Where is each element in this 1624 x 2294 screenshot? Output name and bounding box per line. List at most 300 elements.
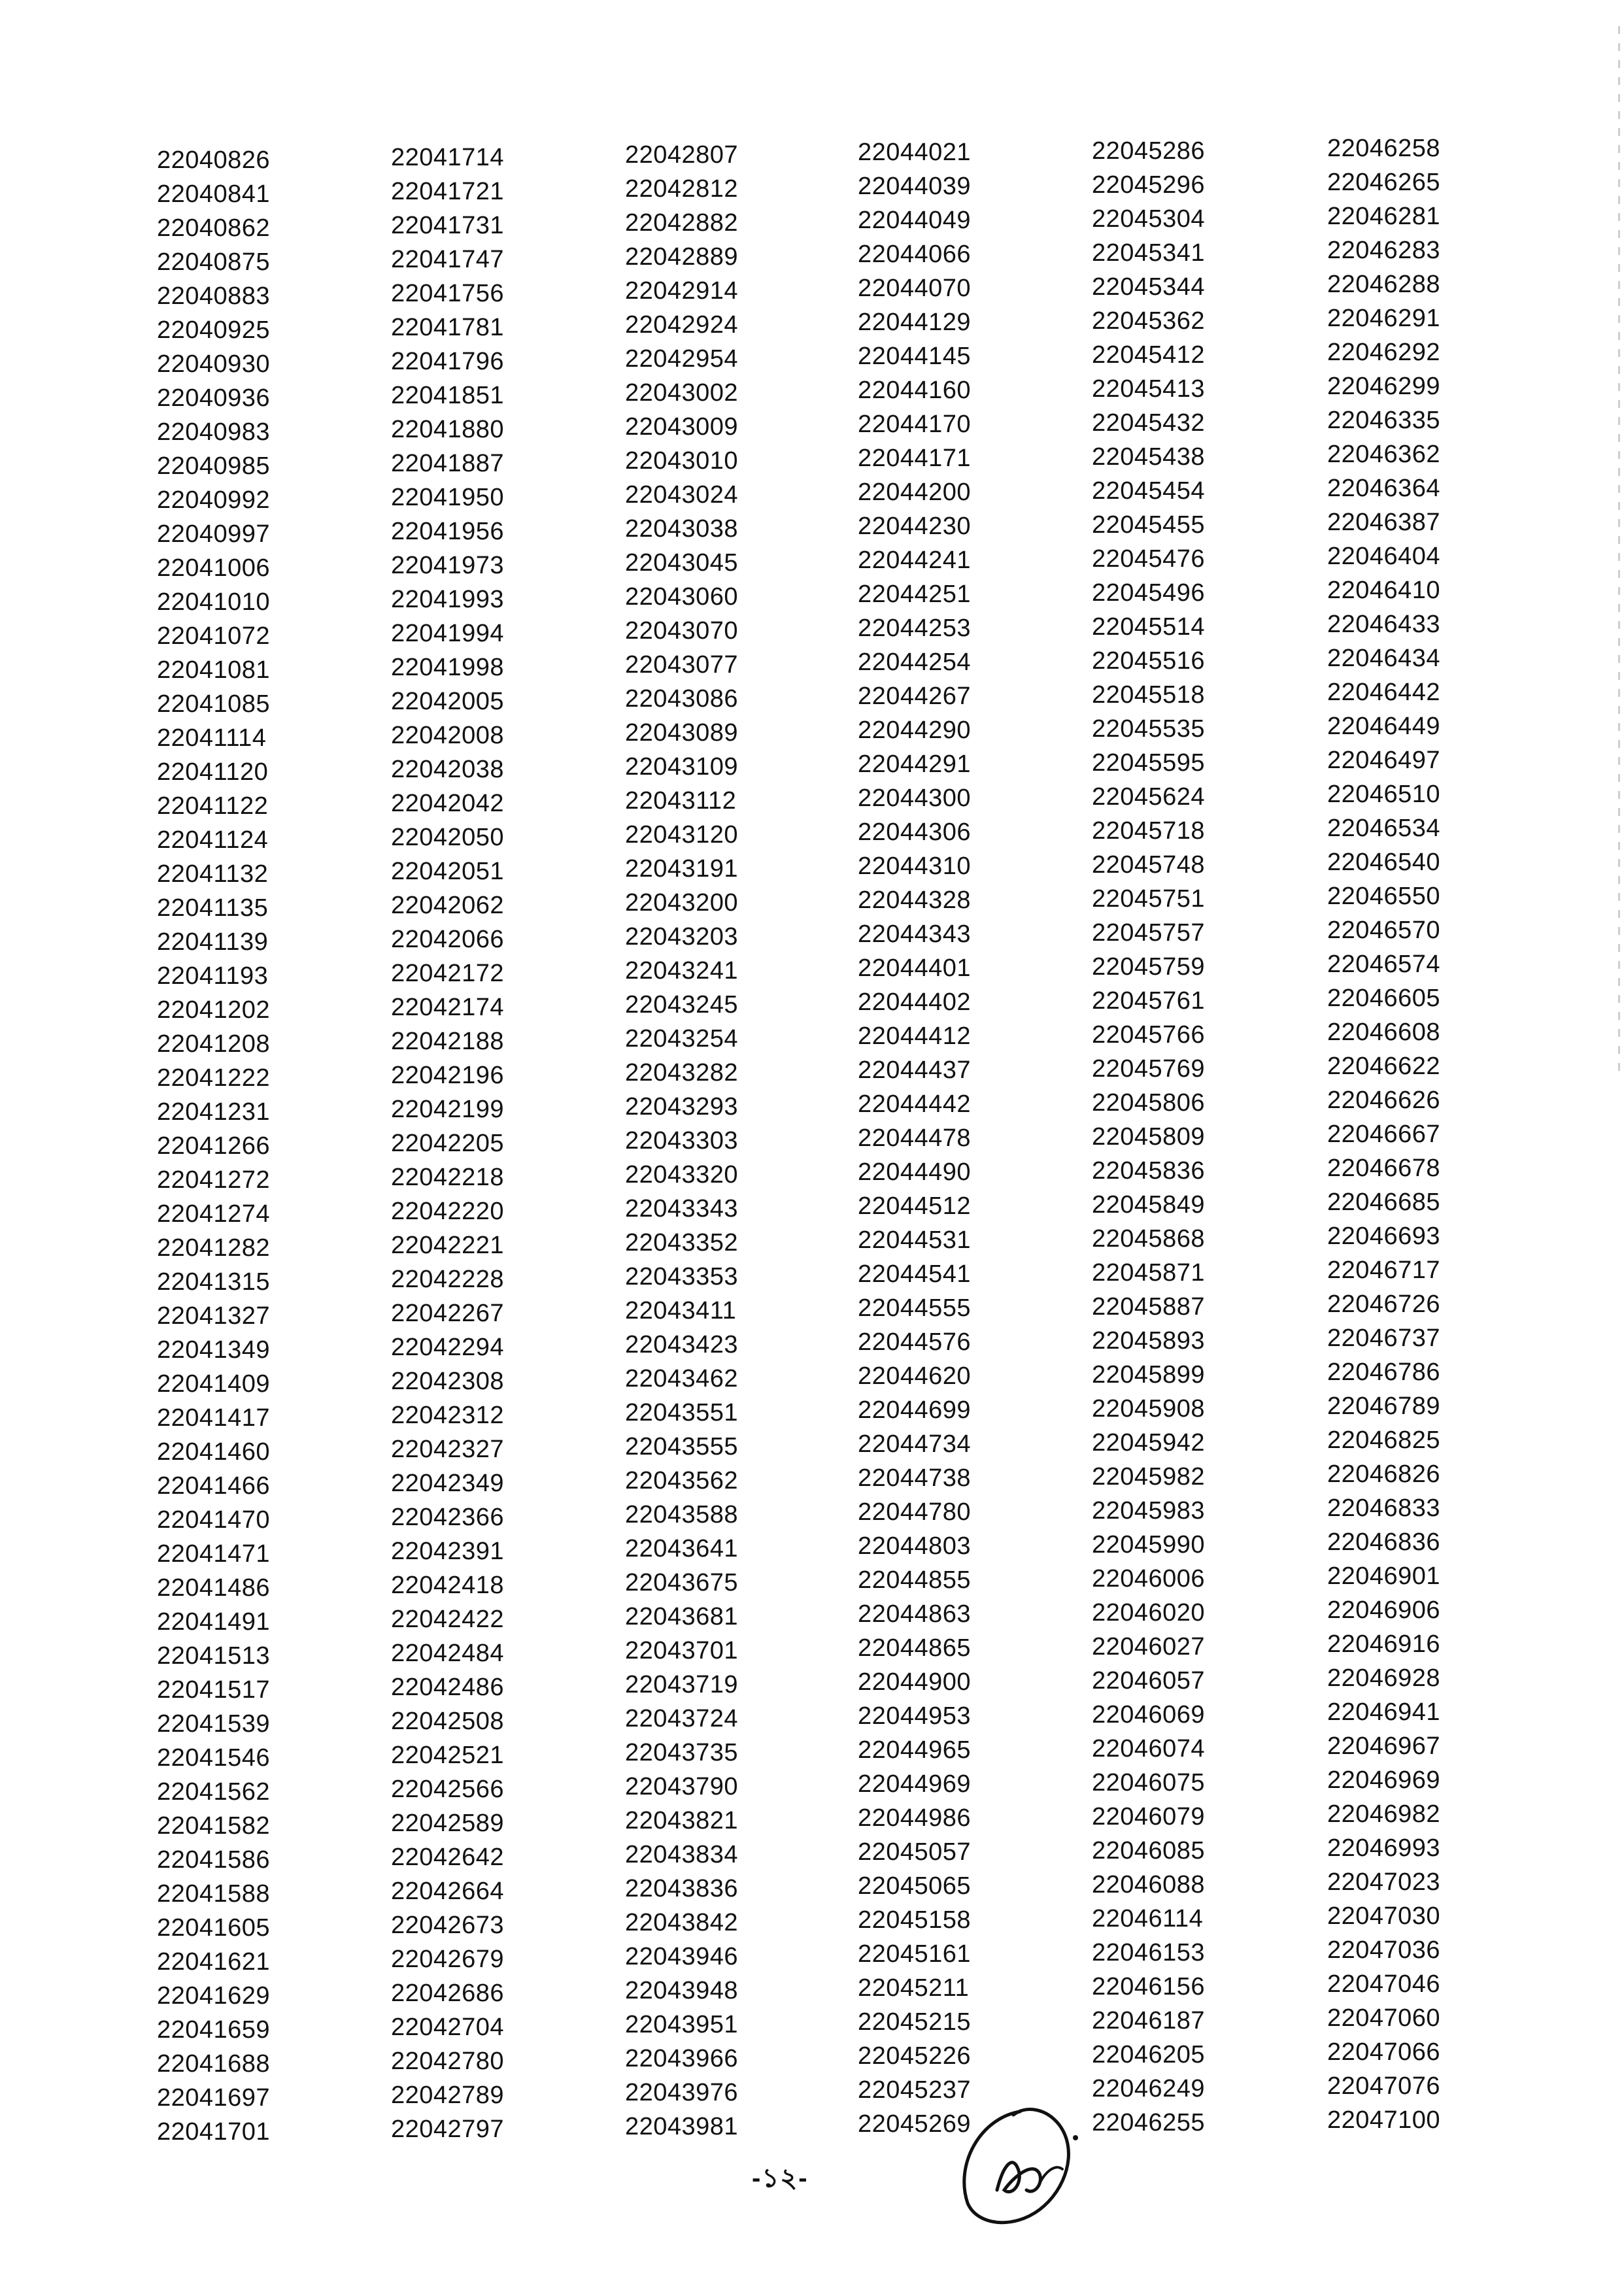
- roll-number: 22045438: [1092, 443, 1206, 471]
- roll-number: 22042196: [391, 1062, 505, 1089]
- roll-number: 22045476: [1092, 545, 1206, 573]
- roll-number: 22044328: [858, 886, 972, 914]
- roll-number: 22046249: [1092, 2075, 1206, 2102]
- roll-number: 22042050: [391, 824, 505, 851]
- roll-number: 22041282: [157, 1234, 271, 1262]
- roll-number: 22045718: [1092, 817, 1206, 845]
- roll-number: 22046826: [1327, 1460, 1441, 1488]
- roll-number: 22041208: [157, 1030, 271, 1058]
- roll-number: 22046449: [1327, 713, 1441, 740]
- roll-number: 22045296: [1092, 171, 1206, 199]
- roll-number: 22045454: [1092, 477, 1206, 505]
- roll-number: 22043724: [625, 1705, 739, 1732]
- roll-number: 22046969: [1327, 1766, 1441, 1794]
- roll-number: 22045983: [1092, 1497, 1206, 1525]
- roll-number: 22043588: [625, 1501, 739, 1528]
- roll-number: 22046626: [1327, 1087, 1441, 1114]
- roll-column-4: [843, 134, 1059, 2149]
- roll-number: 22043254: [625, 1025, 739, 1053]
- roll-number: 22041880: [391, 416, 505, 443]
- roll-number: 22045836: [1092, 1157, 1206, 1185]
- roll-number: 22044490: [858, 1158, 972, 1186]
- roll-number: 22042220: [391, 1198, 505, 1225]
- roll-number: 22045595: [1092, 749, 1206, 777]
- roll-number: 22041272: [157, 1166, 271, 1194]
- roll-number: 22046057: [1092, 1667, 1206, 1695]
- roll-number: 22040983: [157, 418, 271, 446]
- roll-number: 22041851: [391, 382, 505, 409]
- roll-number: 22044442: [858, 1090, 972, 1118]
- roll-number: 22043976: [625, 2079, 739, 2106]
- roll-number: 22046156: [1092, 1973, 1206, 2000]
- roll-number: 22044512: [858, 1192, 972, 1220]
- roll-number: 22046510: [1327, 781, 1441, 808]
- roll-number: 22045849: [1092, 1191, 1206, 1219]
- roll-number: 22041120: [157, 758, 269, 786]
- roll-number: 22043060: [625, 583, 739, 611]
- roll-number: 22042780: [391, 2048, 505, 2075]
- roll-number: 22045432: [1092, 409, 1206, 437]
- roll-number: 22046114: [1092, 1905, 1204, 1932]
- roll-number: 22040875: [157, 248, 271, 276]
- roll-number: 22041122: [157, 792, 269, 820]
- roll-number: 22046362: [1327, 441, 1441, 468]
- roll-number: 22041132: [157, 860, 269, 888]
- roll-number: 22043948: [625, 1977, 739, 2004]
- roll-number: 22045887: [1092, 1293, 1206, 1321]
- roll-number: 22044738: [858, 1464, 972, 1492]
- roll-number: 22043086: [625, 685, 739, 713]
- roll-number: 22046433: [1327, 611, 1441, 638]
- roll-number: 22041629: [157, 1982, 271, 2010]
- roll-number: 22043120: [625, 821, 739, 849]
- roll-number: 22041688: [157, 2050, 271, 2078]
- roll-number: 22041517: [157, 1676, 271, 1704]
- roll-number: 22045455: [1092, 511, 1206, 539]
- roll-number: 22045158: [858, 1906, 972, 1934]
- roll-number: 22044290: [858, 717, 972, 744]
- roll-number: 22044343: [858, 920, 972, 948]
- roll-number: 22046608: [1327, 1019, 1441, 1046]
- roll-number: 22046088: [1092, 1871, 1206, 1898]
- roll-number: 22046258: [1327, 135, 1441, 162]
- roll-number: 22044129: [858, 309, 972, 336]
- roll-number: 22046299: [1327, 373, 1441, 400]
- roll-number: 22042422: [391, 1606, 505, 1633]
- roll-number: 22043462: [625, 1365, 739, 1392]
- roll-number: 22042807: [625, 141, 739, 169]
- roll-number: 22041701: [157, 2118, 271, 2146]
- roll-number: 22044241: [858, 547, 972, 574]
- roll-number: 22043320: [625, 1161, 739, 1189]
- roll-number: 22044401: [858, 954, 972, 982]
- roll-number: 22046550: [1327, 883, 1441, 910]
- roll-number: 22045893: [1092, 1327, 1206, 1355]
- roll-number: 22042914: [625, 277, 739, 305]
- roll-number: 22046678: [1327, 1155, 1441, 1182]
- roll-number: 22045362: [1092, 307, 1206, 335]
- roll-number: 22045990: [1092, 1531, 1206, 1559]
- roll-number: 22045413: [1092, 375, 1206, 403]
- roll-number: 22044803: [858, 1532, 972, 1560]
- roll-number: 22042199: [391, 1096, 505, 1123]
- roll-number: 22046916: [1327, 1630, 1441, 1658]
- roll-number: 22043790: [625, 1773, 739, 1800]
- roll-number: 22046265: [1327, 169, 1441, 196]
- roll-number: 22045899: [1092, 1361, 1206, 1389]
- roll-number: 22044620: [858, 1362, 972, 1390]
- roll-number: 22044541: [858, 1260, 972, 1288]
- roll-number: 22044900: [858, 1668, 972, 1696]
- roll-number: 22041513: [157, 1642, 271, 1670]
- roll-number: 22044855: [858, 1566, 972, 1594]
- roll-number: 22046205: [1092, 2041, 1206, 2068]
- roll-column-2: [386, 134, 601, 2149]
- roll-number: 22042008: [391, 722, 505, 749]
- roll-number: 22043009: [625, 413, 739, 441]
- roll-number: 22046079: [1092, 1803, 1206, 1830]
- roll-column-5: [1072, 134, 1288, 2149]
- roll-number: 22043045: [625, 549, 739, 577]
- roll-number: 22040883: [157, 282, 271, 310]
- roll-number: 22044780: [858, 1498, 972, 1526]
- roll-number: 22046387: [1327, 509, 1441, 536]
- roll-number: 22046335: [1327, 407, 1441, 434]
- roll-number: 22043343: [625, 1195, 739, 1223]
- roll-number: 22041697: [157, 2084, 271, 2112]
- roll-number: 22042418: [391, 1572, 505, 1599]
- roll-number: 22045344: [1092, 273, 1206, 301]
- roll-number: 22045269: [858, 2110, 972, 2138]
- roll-number: 22043303: [625, 1127, 739, 1155]
- roll-number: 22043735: [625, 1739, 739, 1766]
- roll-number: 22046726: [1327, 1290, 1441, 1318]
- roll-number: 22042042: [391, 790, 505, 817]
- roll-number: 22045748: [1092, 851, 1206, 879]
- roll-number: 22044145: [858, 343, 972, 370]
- roll-number: 22044200: [858, 479, 972, 506]
- roll-number: 22045942: [1092, 1429, 1206, 1457]
- roll-number: 22042221: [391, 1232, 505, 1259]
- roll-number: 22046967: [1327, 1732, 1441, 1760]
- roll-number: 22042366: [391, 1504, 505, 1531]
- roll-number: 22042228: [391, 1266, 505, 1293]
- roll-number: 22046570: [1327, 917, 1441, 944]
- roll-number: 22046833: [1327, 1494, 1441, 1522]
- roll-number: 22042924: [625, 311, 739, 339]
- roll-number: 22043562: [625, 1467, 739, 1494]
- roll-column-3: [615, 134, 830, 2149]
- roll-number: 22044291: [858, 751, 972, 778]
- roll-number: 22042812: [625, 175, 739, 203]
- roll-number: 22041714: [391, 144, 505, 171]
- roll-number: 22042205: [391, 1130, 505, 1157]
- roll-number: 22045757: [1092, 919, 1206, 947]
- roll-number: 22046364: [1327, 475, 1441, 502]
- roll-number: 22041124: [157, 826, 269, 854]
- roll-number: 22046255: [1092, 2109, 1206, 2136]
- roll-number: 22046928: [1327, 1664, 1441, 1692]
- page-number: -১২-: [752, 2164, 809, 2193]
- roll-number: 22046291: [1327, 305, 1441, 332]
- roll-number: 22043070: [625, 617, 739, 645]
- roll-number: 22041659: [157, 2016, 271, 2044]
- roll-number: 22041274: [157, 1200, 271, 1228]
- roll-number: 22042797: [391, 2116, 505, 2143]
- roll-number: 22042312: [391, 1402, 505, 1429]
- roll-number: 22046074: [1092, 1735, 1206, 1763]
- roll-number: 22044953: [858, 1702, 972, 1730]
- roll-number: 22044251: [858, 581, 972, 608]
- roll-number: 22044066: [858, 241, 972, 268]
- roll-number: 22046085: [1092, 1837, 1206, 1864]
- roll-number: 22041486: [157, 1574, 271, 1602]
- roll-number: 22045057: [858, 1838, 972, 1866]
- roll-number: 22044699: [858, 1396, 972, 1424]
- roll-number: 22044310: [858, 852, 972, 880]
- roll-number: 22045761: [1092, 987, 1206, 1015]
- roll-number: 22040841: [157, 180, 271, 208]
- roll-number: 22041994: [391, 620, 505, 647]
- roll-number: 22041349: [157, 1336, 271, 1364]
- roll-number: 22046622: [1327, 1053, 1441, 1080]
- roll-number: 22042508: [391, 1708, 505, 1735]
- signature-image: [941, 2092, 1111, 2236]
- roll-number: 22046685: [1327, 1189, 1441, 1216]
- roll-number: 22046281: [1327, 203, 1441, 230]
- roll-number: 22043010: [625, 447, 739, 475]
- roll-number: 22047036: [1327, 1936, 1441, 1964]
- roll-number: 22045516: [1092, 647, 1206, 675]
- roll-number: 22042889: [625, 243, 739, 271]
- roll-number: 22046717: [1327, 1257, 1441, 1284]
- roll-number: 22044300: [858, 784, 972, 812]
- roll-number: 22043719: [625, 1671, 739, 1698]
- roll-number: 22042566: [391, 1776, 505, 1803]
- roll-number: 22042484: [391, 1640, 505, 1667]
- roll-number: 22044965: [858, 1736, 972, 1764]
- roll-number: 22047023: [1327, 1868, 1441, 1896]
- roll-number: 22041081: [157, 656, 271, 684]
- roll-number: 22041562: [157, 1778, 271, 1806]
- roll-number: 22045751: [1092, 885, 1206, 913]
- roll-number: 22042188: [391, 1028, 505, 1055]
- roll-number: 22042664: [391, 1878, 505, 1905]
- roll-number: 22044865: [858, 1634, 972, 1662]
- roll-number: 22042005: [391, 688, 505, 715]
- roll-number: 22042679: [391, 1946, 505, 1973]
- roll-number: 22040985: [157, 452, 271, 480]
- roll-number: 22040862: [157, 214, 271, 242]
- roll-number: 22042673: [391, 1912, 505, 1939]
- roll-number: 22046906: [1327, 1596, 1441, 1624]
- roll-number: 22044021: [858, 139, 972, 166]
- roll-number: 22045518: [1092, 681, 1206, 709]
- roll-number: 22042521: [391, 1742, 505, 1769]
- roll-number: 22041582: [157, 1812, 271, 1840]
- roll-number: 22043089: [625, 719, 739, 747]
- roll-number: 22045871: [1092, 1259, 1206, 1287]
- roll-number: 22046667: [1327, 1121, 1441, 1148]
- roll-number: 22046982: [1327, 1800, 1441, 1828]
- roll-number: 22046901: [1327, 1562, 1441, 1590]
- roll-number: 22041993: [391, 586, 505, 613]
- roll-number: 22045809: [1092, 1123, 1206, 1151]
- roll-number: 22045341: [1092, 239, 1206, 267]
- roll-number: 22042294: [391, 1334, 505, 1361]
- roll-number: 22044437: [858, 1056, 972, 1084]
- roll-number: 22045304: [1092, 205, 1206, 233]
- roll-number: 22043038: [625, 515, 739, 543]
- roll-number: 22042954: [625, 345, 739, 373]
- roll-number: 22042066: [391, 926, 505, 953]
- roll-number: 22043821: [625, 1807, 739, 1834]
- roll-number: 22044039: [858, 173, 972, 200]
- roll-number: 22040826: [157, 146, 271, 174]
- roll-number: 22041409: [157, 1370, 271, 1398]
- roll-number: 22043842: [625, 1909, 739, 1936]
- roll-number: 22042789: [391, 2082, 505, 2109]
- roll-number: 22047066: [1327, 2038, 1441, 2066]
- roll-number: 22046292: [1327, 339, 1441, 366]
- roll-number: 22041621: [157, 1948, 271, 1976]
- roll-number: 22041222: [157, 1064, 271, 1092]
- roll-number: 22041072: [157, 622, 271, 650]
- roll-number: 22045982: [1092, 1463, 1206, 1491]
- roll-number: 22046283: [1327, 237, 1441, 264]
- roll-number: 22041193: [157, 962, 269, 990]
- roll-number: 22043282: [625, 1059, 739, 1087]
- roll-number: 22044049: [858, 207, 972, 234]
- scan-edge-artifact: [1618, 26, 1620, 1072]
- roll-number: 22043245: [625, 991, 739, 1019]
- roll-number: 22043002: [625, 379, 739, 407]
- roll-number: 22042051: [391, 858, 505, 885]
- roll-number: 22044478: [858, 1124, 972, 1152]
- roll-number: 22046027: [1092, 1633, 1206, 1661]
- roll-number: 22044171: [858, 445, 972, 472]
- roll-number: 22046288: [1327, 271, 1441, 298]
- roll-number: 22046574: [1327, 951, 1441, 978]
- roll-number: 22046442: [1327, 679, 1441, 706]
- roll-number: 22045211: [858, 1974, 970, 2002]
- roll-number: 22045624: [1092, 783, 1206, 811]
- roll-number: 22041588: [157, 1880, 271, 1908]
- roll-number: 22044253: [858, 615, 972, 642]
- roll-number: 22042267: [391, 1300, 505, 1327]
- roll-number: 22045161: [858, 1940, 972, 1968]
- roll-number: 22043951: [625, 2011, 739, 2038]
- roll-number: 22046941: [1327, 1698, 1441, 1726]
- roll-number: 22043077: [625, 651, 739, 679]
- roll-number: 22044230: [858, 513, 972, 540]
- roll-number: 22043200: [625, 889, 739, 917]
- roll-number: 22041950: [391, 484, 505, 511]
- roll-number: 22043109: [625, 753, 739, 781]
- roll-number: 22041546: [157, 1744, 271, 1772]
- roll-number: 22043203: [625, 923, 739, 951]
- roll-number: 22041470: [157, 1506, 271, 1534]
- roll-number: 22041956: [391, 518, 505, 545]
- roll-number: 22042704: [391, 2014, 505, 2041]
- roll-column-1: [157, 134, 373, 2149]
- roll-number: 22047076: [1327, 2072, 1441, 2100]
- roll-number: 22045514: [1092, 613, 1206, 641]
- roll-number: 22045215: [858, 2008, 972, 2036]
- roll-number: 22044555: [858, 1294, 972, 1322]
- roll-number: 22046836: [1327, 1528, 1441, 1556]
- roll-number: 22041231: [157, 1098, 271, 1126]
- roll-number: 22042349: [391, 1470, 505, 1497]
- roll-column-6: [1301, 131, 1517, 2149]
- roll-number: 22041466: [157, 1472, 271, 1500]
- roll-number: 22041998: [391, 654, 505, 681]
- roll-number: 22041586: [157, 1846, 271, 1874]
- roll-number: 22041266: [157, 1132, 271, 1160]
- roll-number: 22045496: [1092, 579, 1206, 607]
- roll-number: 22045535: [1092, 715, 1206, 743]
- roll-number: 22041721: [391, 178, 505, 205]
- roll-number: 22044306: [858, 818, 972, 846]
- roll-number: 22046069: [1092, 1701, 1206, 1729]
- roll-number: 22043836: [625, 1875, 739, 1902]
- roll-number: 22046993: [1327, 1834, 1441, 1862]
- roll-number: 22044734: [858, 1430, 972, 1458]
- roll-number: 22044267: [858, 683, 972, 710]
- roll-number: 22043241: [625, 957, 739, 985]
- roll-number: 22040930: [157, 350, 271, 378]
- roll-number: 22043112: [625, 787, 737, 815]
- roll-number: 22041605: [157, 1914, 271, 1942]
- roll-number: 22040936: [157, 384, 271, 412]
- roll-number: 22043641: [625, 1535, 739, 1562]
- roll-number: 22046534: [1327, 815, 1441, 842]
- roll-number: 22045065: [858, 1872, 972, 1900]
- roll-number: 22044986: [858, 1804, 972, 1832]
- roll-number: 22043423: [625, 1331, 739, 1358]
- roll-number: 22042174: [391, 994, 505, 1021]
- roll-number: 22040992: [157, 486, 271, 514]
- roll-number: 22043981: [625, 2113, 739, 2140]
- roll-number: 22041202: [157, 996, 271, 1024]
- roll-number: 22042172: [391, 960, 505, 987]
- roll-number: 22041460: [157, 1438, 271, 1466]
- roll-number: 22046187: [1092, 2007, 1206, 2034]
- roll-number: 22041417: [157, 1404, 271, 1432]
- roll-number: 22045766: [1092, 1021, 1206, 1049]
- roll-number: 22043024: [625, 481, 739, 509]
- roll-number: 22046006: [1092, 1565, 1206, 1593]
- roll-number: 22046737: [1327, 1324, 1441, 1352]
- roll-number: 22041010: [157, 588, 271, 616]
- roll-number: 22043353: [625, 1263, 739, 1290]
- roll-number: 22042882: [625, 209, 739, 237]
- roll-number: 22043675: [625, 1569, 739, 1596]
- roll-number: 22044160: [858, 377, 972, 404]
- roll-number: 22042218: [391, 1164, 505, 1191]
- roll-number: 22041471: [157, 1540, 271, 1568]
- roll-number: 22043551: [625, 1399, 739, 1426]
- roll-number: 22045868: [1092, 1225, 1206, 1253]
- roll-number: 22041327: [157, 1302, 271, 1330]
- roll-number: 22044402: [858, 988, 972, 1016]
- roll-number: 22046434: [1327, 645, 1441, 672]
- roll-number: 22042486: [391, 1674, 505, 1701]
- roll-number: 22044863: [858, 1600, 972, 1628]
- roll-number: 22041539: [157, 1710, 271, 1738]
- roll-number: 22044576: [858, 1328, 972, 1356]
- roll-number: 22044969: [858, 1770, 972, 1798]
